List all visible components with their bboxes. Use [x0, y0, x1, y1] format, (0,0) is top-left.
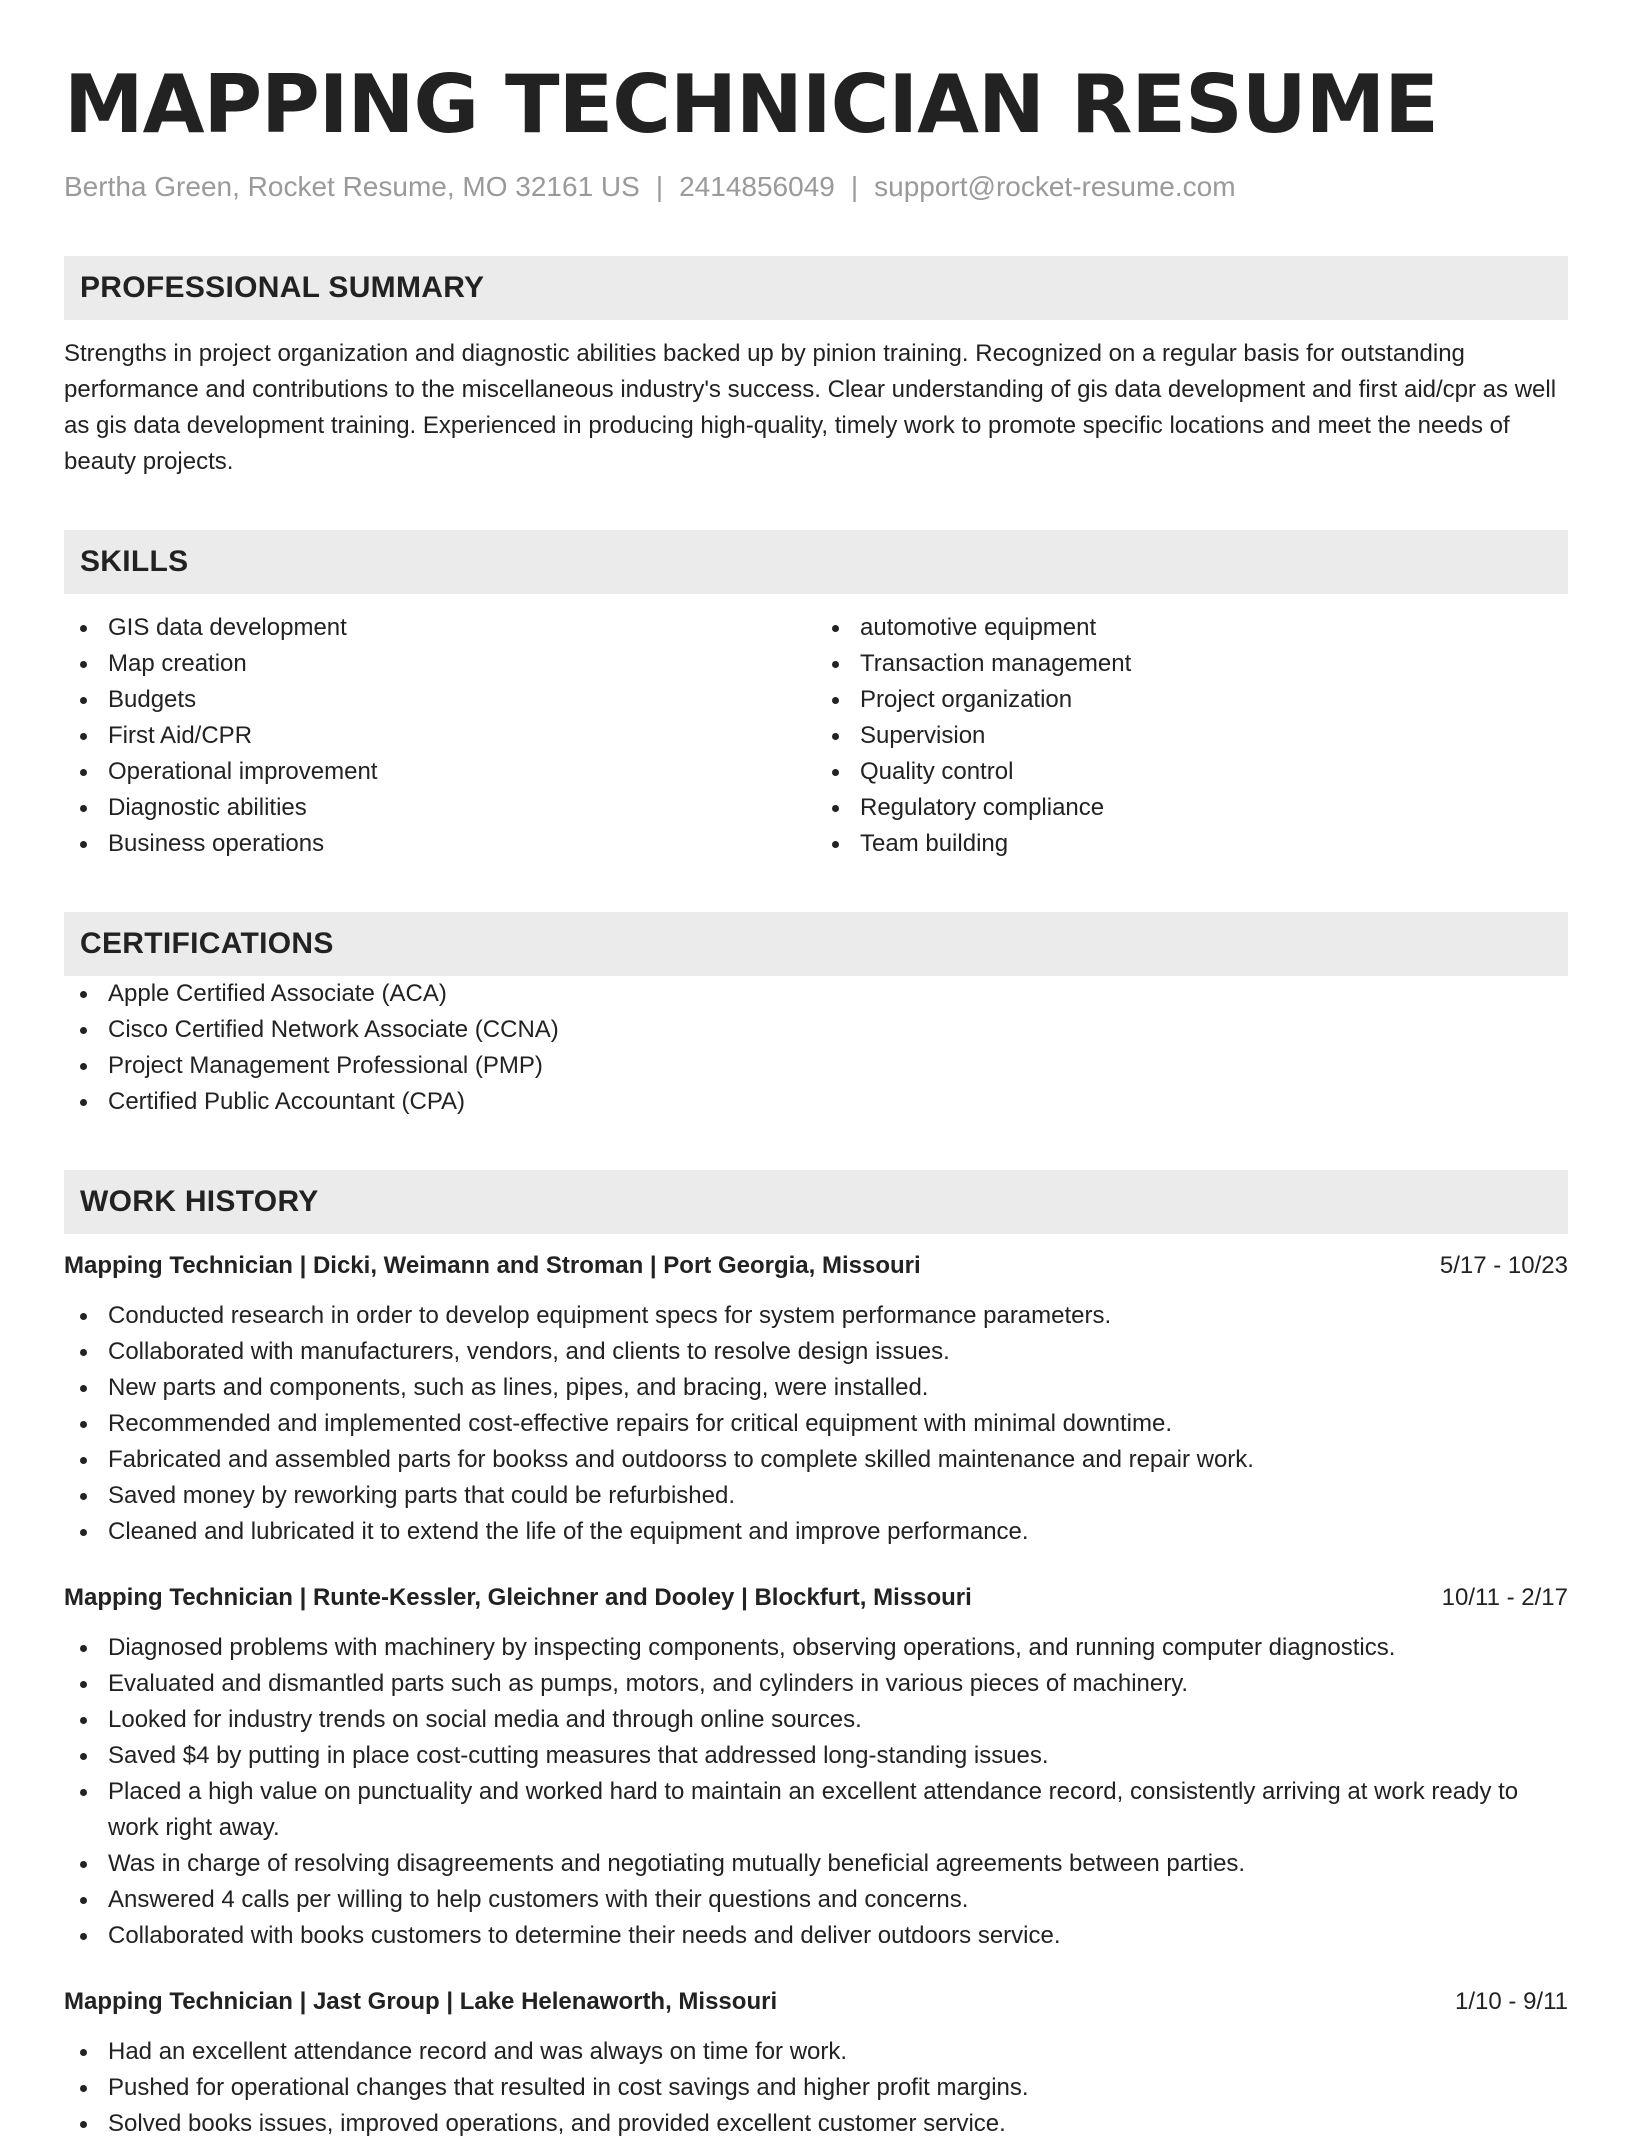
job-title: Mapping Technician | Jast Group | Lake Helenaworth, Missouri — [64, 1988, 778, 2015]
contact-separator: | — [850, 171, 859, 202]
certification-item: Apple Certified Associate (ACA) — [64, 976, 1568, 1012]
job-bullet: Recommended and implemented cost-effective repairs for critical equipment with minimal downtime. — [64, 1406, 1568, 1442]
summary-heading: PROFESSIONAL SUMMARY — [64, 256, 1568, 320]
job-dates: 5/17 - 10/23 — [1439, 1252, 1568, 1279]
job-entry — [64, 1248, 1568, 1550]
skill-item: First Aid/CPR — [64, 718, 816, 754]
certifications-heading: CERTIFICATIONS — [64, 912, 1568, 976]
skills-column-right — [816, 610, 1568, 862]
certification-item: Project Management Professional (PMP) — [64, 1048, 1568, 1084]
job-dates: 10/11 - 2/17 — [1441, 1584, 1568, 1611]
job-title: Mapping Technician | Runte-Kessler, Gleichner and Dooley | Blockfurt, Missouri — [64, 1584, 972, 1611]
job-bullet: Solved books issues, improved operations, and provided excellent customer service. — [64, 2106, 1568, 2142]
certifications-list — [64, 976, 1568, 1120]
skills-heading: SKILLS — [64, 530, 1568, 594]
job-bullet: Conducted research in order to develop equipment specs for system performance parameters. — [64, 1298, 1568, 1334]
job-header — [64, 1984, 1568, 2020]
contact-email: support@rocket-resume.com — [874, 171, 1236, 202]
job-bullet: Had an excellent attendance record and was always on time for work. — [64, 2034, 1568, 2070]
skill-item: Regulatory compliance — [816, 790, 1568, 826]
skill-item: Quality control — [816, 754, 1568, 790]
job-bullet: Evaluated and dismantled parts such as pumps, motors, and cylinders in various pieces of machinery. — [64, 1666, 1568, 1702]
skills-list — [64, 610, 1568, 862]
work-history-heading: WORK HISTORY — [64, 1170, 1568, 1234]
job-entry — [64, 1580, 1568, 1954]
skill-item: Diagnostic abilities — [64, 790, 816, 826]
job-dates: 1/10 - 9/11 — [1455, 1988, 1568, 2015]
skill-item: automotive equipment — [816, 610, 1568, 646]
job-bullet: Saved $4 by putting in place cost-cutting measures that addressed long-standing issues. — [64, 1738, 1568, 1774]
skill-item: Budgets — [64, 682, 816, 718]
skill-item: Map creation — [64, 646, 816, 682]
job-bullets — [64, 1298, 1568, 1550]
work-history-list — [64, 1248, 1568, 2142]
job-bullet: Looked for industry trends on social media and through online sources. — [64, 1702, 1568, 1738]
job-bullet: New parts and components, such as lines, pipes, and bracing, were installed. — [64, 1370, 1568, 1406]
job-bullet: Diagnosed problems with machinery by inspecting components, observing operations, and running computer diagnostics. — [64, 1630, 1568, 1666]
job-bullet: Was in charge of resolving disagreements and negotiating mutually beneficial agreements between parties. — [64, 1846, 1568, 1882]
certification-item: Certified Public Accountant (CPA) — [64, 1084, 1568, 1120]
job-title: Mapping Technician | Dicki, Weimann and Stroman | Port Georgia, Missouri — [64, 1252, 921, 1279]
skill-item: Business operations — [64, 826, 816, 862]
job-bullet: Pushed for operational changes that resulted in cost savings and higher profit margins. — [64, 2070, 1568, 2106]
skills-column-left — [64, 610, 816, 862]
contact-separator: | — [655, 171, 664, 202]
skill-item: GIS data development — [64, 610, 816, 646]
job-header — [64, 1248, 1568, 1284]
job-bullets — [64, 2034, 1568, 2142]
skill-item: Project organization — [816, 682, 1568, 718]
contact-line — [64, 168, 1568, 206]
skill-item: Operational improvement — [64, 754, 816, 790]
summary-text: Strengths in project organization and diagnostic abilities backed up by pinion training. Recognized on a regular basis for outstanding performance and contributions to the miscellaneous industry's success. Clear understanding of gis data development and first aid/cpr as well as gis data development training. Experienced in producing high-quality, timely work to promote specific locations and meet the needs of beauty projects. — [64, 340, 1557, 475]
job-bullet: Cleaned and lubricated it to extend the life of the equipment and improve performance. — [64, 1514, 1568, 1550]
job-bullet: Answered 4 calls per willing to help customers with their questions and concerns. — [64, 1882, 1568, 1918]
certification-item: Cisco Certified Network Associate (CCNA) — [64, 1012, 1568, 1048]
page-title: MAPPING TECHNICIAN RESUME — [64, 58, 1438, 151]
job-bullet: Collaborated with books customers to determine their needs and deliver outdoors service. — [64, 1918, 1568, 1954]
job-entry — [64, 1984, 1568, 2142]
skill-item: Team building — [816, 826, 1568, 862]
contact-address: Bertha Green, Rocket Resume, MO 32161 US — [64, 171, 640, 202]
job-bullet: Placed a high value on punctuality and worked hard to maintain an excellent attendance record, consistently arriving at work ready to work right away. — [64, 1774, 1568, 1846]
job-bullet: Fabricated and assembled parts for bookss and outdoorss to complete skilled maintenance and repair work. — [64, 1442, 1568, 1478]
skill-item: Supervision — [816, 718, 1568, 754]
job-header — [64, 1580, 1568, 1616]
job-bullets — [64, 1630, 1568, 1954]
job-bullet: Saved money by reworking parts that could be refurbished. — [64, 1478, 1568, 1514]
skill-item: Transaction management — [816, 646, 1568, 682]
contact-phone: 2414856049 — [679, 171, 835, 202]
job-bullet: Collaborated with manufacturers, vendors, and clients to resolve design issues. — [64, 1334, 1568, 1370]
